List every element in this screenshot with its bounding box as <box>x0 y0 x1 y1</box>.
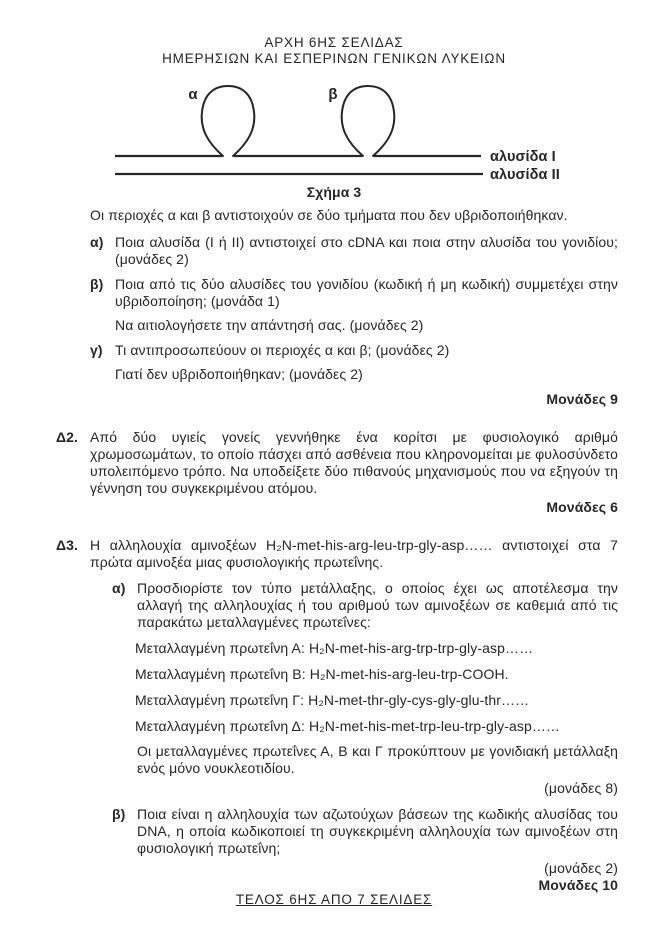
chain-ii-label: αλυσίδα II <box>490 167 560 183</box>
chain-i-label: αλυσίδα I <box>490 149 556 165</box>
d1-item-a <box>90 234 618 268</box>
protein-sequence: H₂N-met-his-arg-trp-trp-gly-asp…… <box>308 640 534 656</box>
d3-item-b <box>112 806 618 857</box>
d2-points: Μονάδες 6 <box>546 499 618 515</box>
d3-points: Μονάδες 10 <box>538 877 618 893</box>
d1-item-b-text: Ποια από τις δύο αλυσίδες του γονιδίου (κωδική ή μη κωδική) συμμετέχει στην υβριδοποίηση; (μονάδα 1) <box>115 276 618 309</box>
mutant-protein-line <box>135 666 618 683</box>
d1-item-c-text2: Γιατί δεν υβριδοποιήθηκαν; (μονάδες 2) <box>115 366 363 382</box>
d3-item-a-text: Προσδιορίστε τον τύπο μετάλλαξης, ο οποίος έχει ως αποτέλεσμα την αλλαγή της αλληλουχίας ή του αριθμού των αμινοξέων σε καθεμιά από τις παρακάτω μεταλλαγμένες πρωτεΐνες: <box>137 580 618 630</box>
dna-hybridization-diagram <box>0 78 668 183</box>
protein-sequence: H₂N-met-his-arg-leu-trp-COOH. <box>309 666 509 682</box>
protein-label: Μεταλλαγμένη πρωτεΐνη Β: <box>135 666 306 682</box>
page-header <box>0 0 668 67</box>
item-marker: α) <box>112 580 126 596</box>
d3-item-a <box>112 580 618 631</box>
item-marker: γ) <box>90 342 103 358</box>
mutant-protein-line <box>135 640 618 657</box>
d1-points: Μονάδες 9 <box>546 391 618 407</box>
d1-item-c-text: Τι αντιπροσωπεύουν οι περιοχές α και β; (μονάδες 2) <box>115 342 450 358</box>
footer-text: ΤΕΛΟΣ 6ΗΣ ΑΠΟ 7 ΣΕΛΙΔΕΣ <box>235 892 433 907</box>
d1-item-a-text: Ποια αλυσίδα (I ή II) αντιστοιχεί στο cDNA και ποια στην αλυσίδα του γονιδίου; (μονάδες 2) <box>115 234 618 267</box>
mutant-protein-line <box>135 692 618 709</box>
protein-label: Μεταλλαγμένη πρωτεΐνη Α: <box>135 640 305 656</box>
page-body <box>56 207 618 894</box>
d1-intro: Οι περιοχές α και β αντιστοιχούν σε δύο τμήματα που δεν υβριδοποιήθηκαν. <box>90 207 568 223</box>
d3-item-a-note: Οι μεταλλαγμένες πρωτεΐνες Α, Β και Γ προκύπτουν με γονιδιακή μετάλλαξη ενός μόνο νουκλεοτιδίου. <box>137 743 618 776</box>
header-line-2: ΗΜΕΡΗΣΙΩΝ ΚΑΙ ΕΣΠΕΡΙΝΩΝ ΓΕΝΙΚΩΝ ΛΥΚΕΙΩΝ <box>162 51 506 66</box>
figure-schema-3 <box>0 78 668 201</box>
item-marker: α) <box>90 234 104 250</box>
header-line-1: ΑΡΧΗ 6ΗΣ ΣΕΛΙΔΑΣ <box>264 35 404 50</box>
loop-beta-shape <box>342 86 395 156</box>
loop-alpha-shape <box>202 86 255 156</box>
d3-item-b-text: Ποια είναι η αλληλουχία των αζωτούχων βάσεων της κωδικής αλυσίδας του DNA, η οποία κωδικοποιεί τη συγκεκριμένη αλληλουχία των αμινοξέων στη φυσιολογική πρωτεΐνη; <box>137 806 618 856</box>
d1-item-c <box>90 342 618 383</box>
item-marker: β) <box>90 276 104 292</box>
d3-intro: Η αλληλουχία αμινοξέων H₂N-met-his-arg-leu-trp-gly-asp…… αντιστοιχεί στα 7 πρώτα αμινοξέα μιας φυσιολογικής πρωτεΐνης. <box>90 537 618 570</box>
protein-sequence: H₂N-met-thr-gly-cys-gly-glu-thr…… <box>308 692 530 708</box>
protein-label: Μεταλλαγμένη πρωτεΐνη Γ: <box>135 692 305 708</box>
d3-item-b-points: (μονάδες 2) <box>544 860 618 876</box>
d1-item-b-text2: Να αιτιολογήσετε την απάντησή σας. (μονάδες 2) <box>115 317 424 333</box>
figure-caption: Σχήμα 3 <box>306 184 362 200</box>
d1-item-b <box>90 276 618 334</box>
section-d2 <box>56 429 618 516</box>
page-footer <box>0 891 668 908</box>
d2-marker: Δ2. <box>56 429 79 445</box>
d2-text: Από δύο υγιείς γονείς γεννήθηκε ένα κορίτσι με φυσιολογικό αριθμό χρωμοσωμάτων, το οποίο πάσχει από ασθένεια που κληρονομείται με φυλοσύνδετο υπολειπόμενο τρόπο. Να υποδείξετε δύο πιθανούς μηχανισμούς που να εξηγούν τη γέννηση του συγκεκριμένου ατόμου. <box>90 429 618 496</box>
d3-item-a-points: (μονάδες 8) <box>544 780 618 796</box>
item-marker: β) <box>112 806 126 822</box>
d3-marker: Δ3. <box>56 537 79 553</box>
mutant-protein-line <box>135 718 618 735</box>
loop-beta-label: β <box>328 86 338 103</box>
protein-label: Μεταλλαγμένη πρωτεΐνη Δ: <box>135 718 305 734</box>
protein-sequence: H₂N-met-his-met-trp-leu-trp-gly-asp…… <box>308 718 561 734</box>
loop-alpha-label: α <box>188 86 198 103</box>
section-d3 <box>56 537 618 894</box>
